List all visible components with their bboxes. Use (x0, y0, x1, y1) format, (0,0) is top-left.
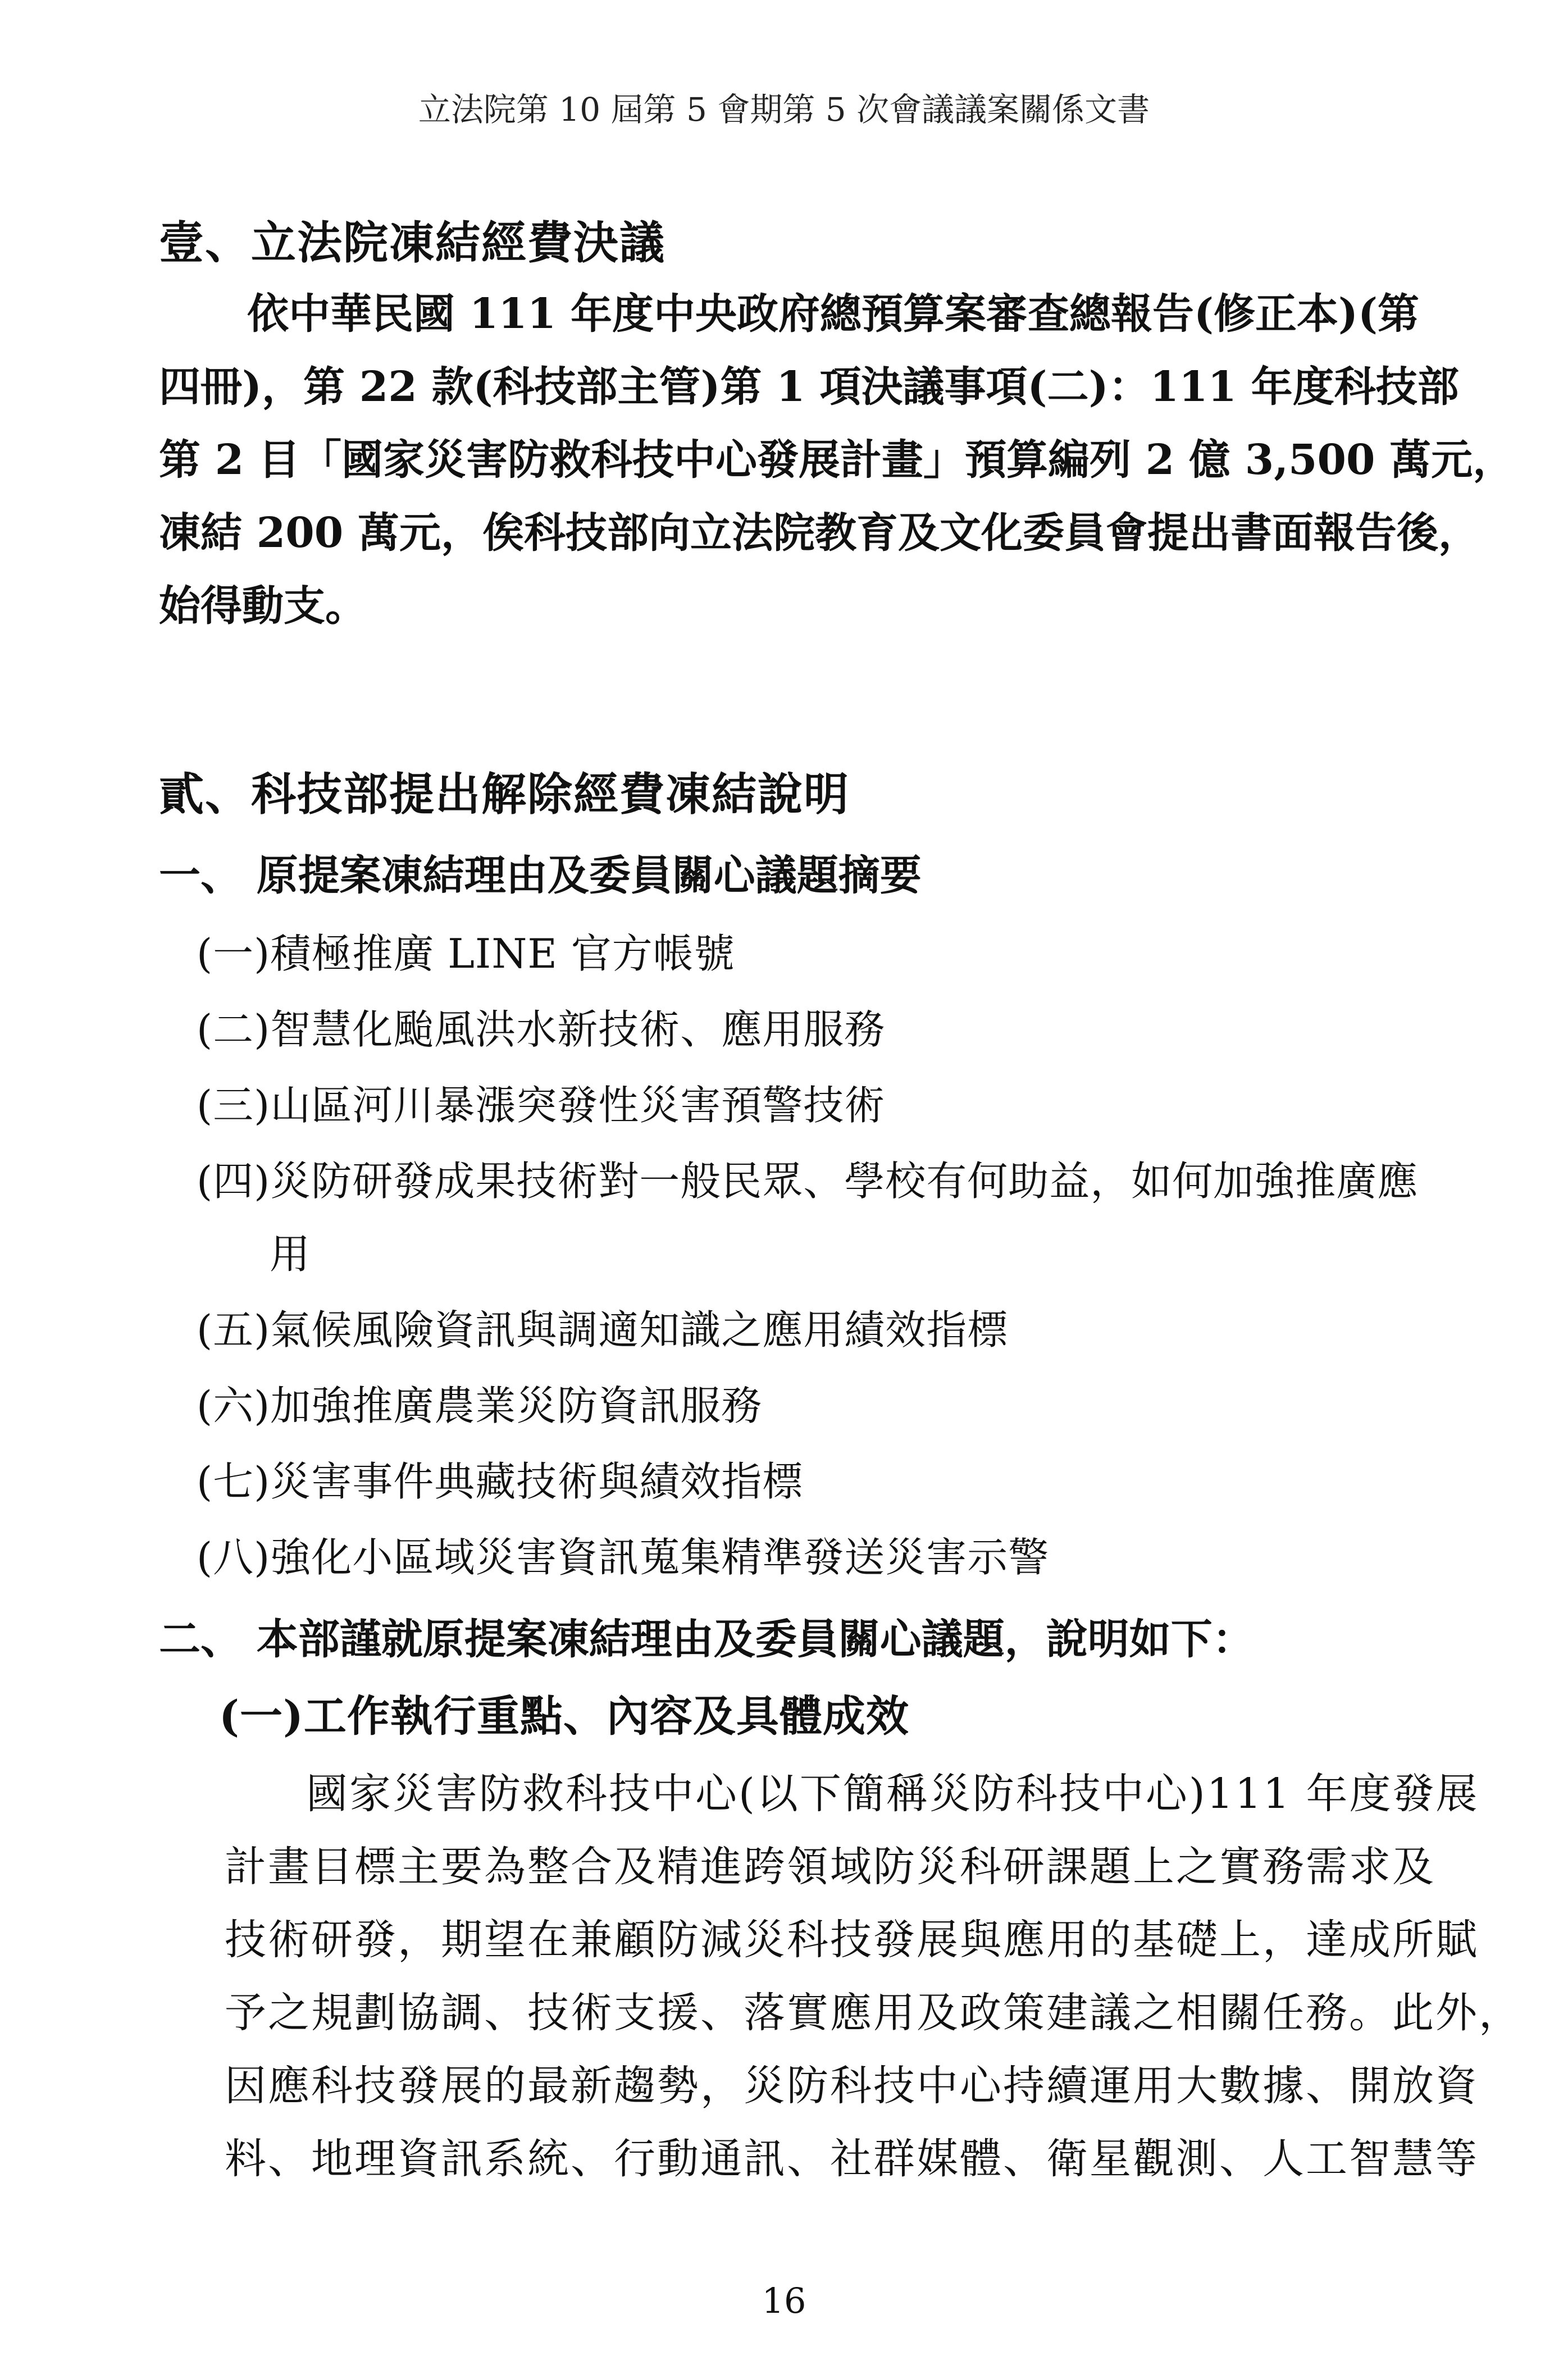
section-1-line-3: 第 2 目「國家災害防救科技中心發展計畫」預算編列 2 億 3,500 萬元， (159, 436, 1515, 484)
list-item-number: (二) (197, 1006, 271, 1053)
list-item (197, 1073, 885, 1131)
list-item-text: 加強推廣農業災防資訊服務 (270, 1382, 763, 1429)
list-item-continuation: 用 (270, 1231, 311, 1278)
list-item (197, 1449, 803, 1507)
page-header: 立法院第 10 屆第 5 會期第 5 次會議議案關係文書 (418, 90, 1150, 129)
section-1-line-2: 四冊)，第 22 款(科技部主管)第 1 項決議事項(二)：111 年度科技部 (159, 363, 1459, 411)
section-2-title: 貳、科技部提出解除經費凍結說明 (159, 768, 850, 821)
list-item-number: (六) (197, 1382, 271, 1429)
list-item-text: 災防研發成果技術對一般民眾、學校有何助益，如何加強推廣應 (270, 1158, 1419, 1205)
list-item-number: (五) (197, 1306, 271, 1354)
list-item-text: 積極推廣 LINE 官方帳號 (270, 930, 735, 977)
paragraph-line: 技術研發，期望在兼顧防減災科技發展與應用的基礎上，達成所賦 (225, 1916, 1479, 1964)
list-item-text: 災害事件典藏技術與績效指標 (270, 1458, 804, 1505)
paragraph-line: 計畫目標主要為整合及精進跨領域防災科研課題上之實務需求及 (225, 1843, 1435, 1891)
part-1-heading: 一、 原提案凍結理由及委員關心議題摘要 (159, 851, 922, 900)
section-1-line-1: 依中華民國 111 年度中央政府總預算案審查總報告(修正本)(第 (247, 290, 1420, 338)
page-number: 16 (762, 2280, 806, 2321)
section-1-title: 壹、立法院凍結經費決議 (159, 216, 666, 269)
list-item (197, 1297, 1008, 1356)
section-1-line-4: 凍結 200 萬元，俟科技部向立法院教育及文化委員會提出書面報告後， (159, 509, 1480, 557)
part-2-subheading: (一)工作執行重點、內容及具體成效 (219, 1691, 909, 1741)
list-item (197, 997, 885, 1055)
list-item (197, 1525, 1049, 1583)
list-item (197, 921, 735, 979)
list-item (197, 1373, 762, 1432)
paragraph-line: 予之規劃協調、技術支援、落實應用及政策建議之相關任務。此外， (225, 1989, 1522, 2037)
paragraph-line: 因應科技發展的最新趨勢，災防科技中心持續運用大數據、開放資 (225, 2062, 1479, 2110)
list-item-number: (一) (197, 930, 271, 977)
list-item-text: 強化小區域災害資訊蒐集精準發送災害示警 (270, 1534, 1050, 1581)
list-item (197, 1149, 1418, 1207)
section-1-line-5: 始得動支。 (159, 582, 367, 630)
list-item-number: (三) (197, 1082, 271, 1129)
list-item-text: 山區河川暴漲突發性災害預警技術 (270, 1082, 886, 1129)
list-item-text: 智慧化颱風洪水新技術、應用服務 (270, 1006, 886, 1053)
list-item-text: 氣候風險資訊與調適知識之應用績效指標 (270, 1306, 1009, 1354)
paragraph-line: 國家災害防救科技中心(以下簡稱災防科技中心)111 年度發展 (306, 1770, 1479, 1818)
list-item-number: (四) (197, 1158, 271, 1205)
list-item-number: (八) (197, 1534, 271, 1581)
list-item-number: (七) (197, 1458, 271, 1505)
paragraph-line: 料、地理資訊系統、行動通訊、社群媒體、衛星觀測、人工智慧等 (225, 2135, 1479, 2183)
part-2-heading: 二、 本部謹就原提案凍結理由及委員關心議題，說明如下： (159, 1615, 1254, 1664)
